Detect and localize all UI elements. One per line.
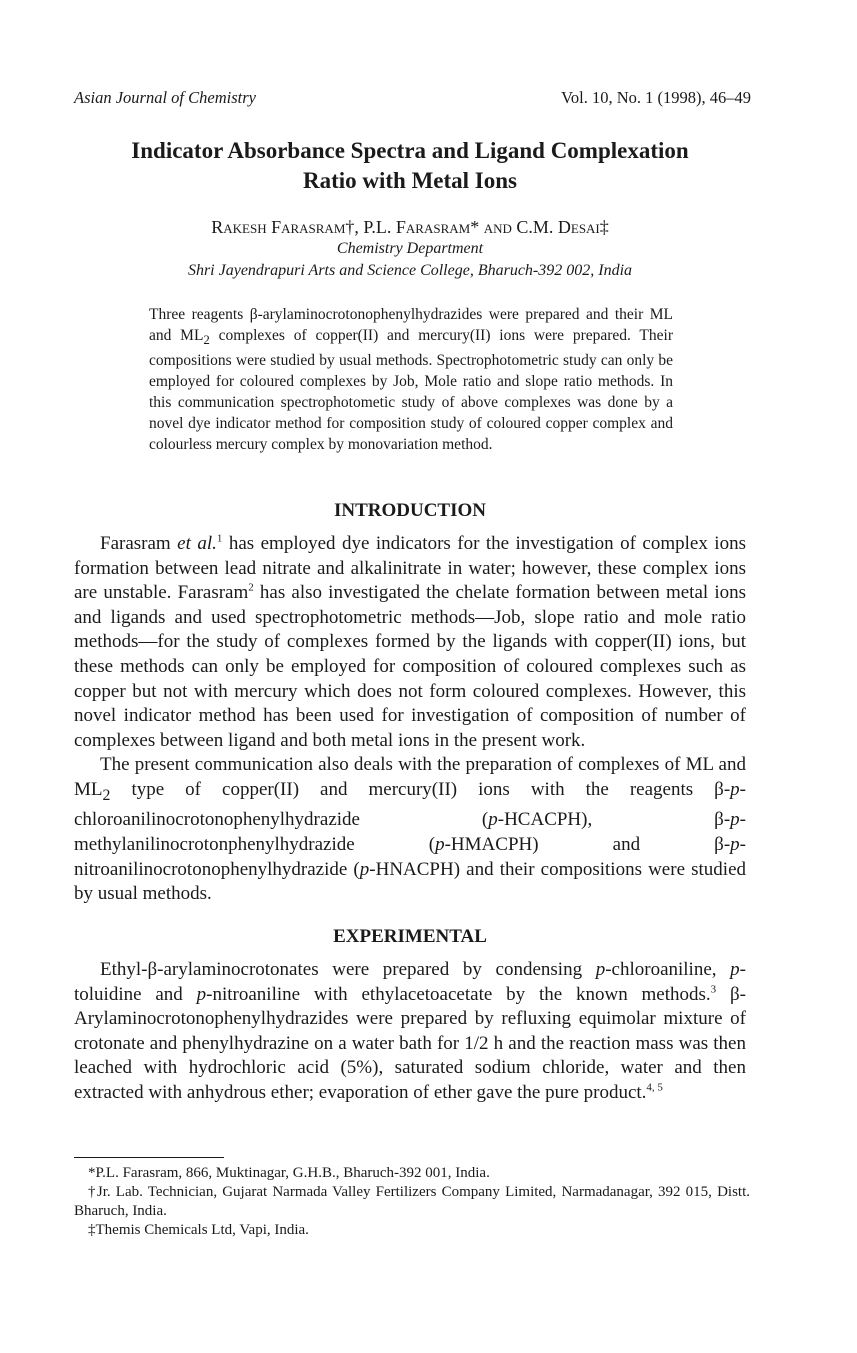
footnotes <box>74 1164 750 1240</box>
abstract <box>149 304 673 455</box>
citation-ref: 1 <box>216 532 223 545</box>
text-run: Farasram <box>100 533 178 554</box>
experimental-body <box>74 958 746 1106</box>
para-prefix: p <box>730 809 740 831</box>
text-run: -chloroanilinocrotonophenylhydrazide ( <box>74 778 746 831</box>
text-run: The present communication also deals with the preparation of complexes of ML and <box>100 754 746 776</box>
para-prefix: p <box>730 833 740 855</box>
institution: Shri Jayendrapuri Arts and Science College, Bharuch-392 002, India <box>187 262 633 279</box>
text-run: β-Arylaminocrotonophenylhydrazides were prepared by refluxing equimolar mixture of crotonate and phenylhydrazine on a water bath for 1/2 h and the reaction mass was then leached with hydrochloric acid (5%), saturated sodium chloride, water and then extracted with anhydrous ether; evaporation of ether gave the pure product. <box>74 983 746 1103</box>
para-prefix: p <box>730 959 740 980</box>
para-prefix: p <box>196 983 207 1005</box>
intro-paragraph-1 <box>74 532 746 753</box>
introduction-heading: INTRODUCTION <box>333 500 487 521</box>
author-block <box>80 216 740 282</box>
text-run: -nitroanilinocrotonophenylhydrazide ( <box>74 833 746 880</box>
text-run: -methylanilinocrotonphenylhydrazide ( <box>74 809 746 855</box>
journal-name: Asian Journal of Chemistry <box>74 88 256 107</box>
text-run: Ethyl-β-arylaminocrotonates were prepared by condensing <box>100 959 596 980</box>
citation-ref: 4, 5 <box>646 1081 663 1094</box>
ml2-subscript: 2 <box>203 332 210 348</box>
citation-ref: 3 <box>710 983 717 996</box>
text-run: -HNACPH) and their compositions were studied by usual methods. <box>74 858 747 905</box>
para-prefix: p <box>595 959 606 980</box>
text-run: -HCACPH), β- <box>497 809 731 831</box>
title-line-2: Ratio with Metal Ions <box>302 168 518 193</box>
exp-paragraph-1 <box>74 958 746 1106</box>
title-line-1: Indicator Absorbance Spectra and Ligand Complexation <box>131 138 689 163</box>
ml2-subscript: 2 <box>102 786 111 804</box>
introduction-body <box>74 532 746 907</box>
text-run: -nitroaniline with ethylacetoacetate by the known methods. <box>206 983 711 1005</box>
ml2-base: ML <box>180 327 204 344</box>
abstract-text-1: Three reagents β-arylaminocrotonophenylhydrazides were prepared and their ML and <box>149 306 673 344</box>
volume-info: Vol. 10, No. 1 (1998), 46–49 <box>561 88 751 107</box>
text-run: has also investigated the chelate formation between metal ions and ligands and used spectrophotometric methods—Job, slope ratio and mole ratio methods—for the study of complexes formed by the ligands with copper(II) ions, but these methods can only be employed for composition of coloured complexes such as copper but not with mercury which does not form coloured complexes. However, this novel indicator method has been used for investigation of composition of number of complexes between ligand and both metal ions in the present work. <box>74 582 746 751</box>
citation-ref: 2 <box>248 581 254 594</box>
para-prefix: p <box>359 858 370 880</box>
et-al: et al. <box>177 533 217 554</box>
footnote-divider <box>74 1157 224 1158</box>
text-run: -chloroaniline, <box>605 959 731 980</box>
footnote-2: †Jr. Lab. Technician, Gujarat Narmada Valley Fertilizers Company Limited, Narmadanagar, 392 015, Distt. Bharuch, India. <box>74 1184 750 1219</box>
para-prefix: p <box>730 778 740 800</box>
text-run: -HMACPH) and β- <box>444 833 731 855</box>
author-names: Rakesh Farasram†, P.L. Farasram* and C.M. Desai‡ <box>211 217 609 237</box>
para-prefix: p <box>435 833 445 855</box>
article-title <box>80 136 740 196</box>
text-run: has employed dye indicators for the investigation of complex ions formation between lead nitrate and alkalinitrate in water; however, these complex ions are unstable. Farasram <box>74 533 746 604</box>
ml2-base: ML <box>74 778 103 800</box>
footnote-1: *P.L. Farasram, 866, Muktinagar, G.H.B., Bharuch-392 001, India. <box>88 1165 490 1181</box>
footnote-3: ‡Themis Chemicals Ltd, Vapi, India. <box>88 1222 309 1238</box>
experimental-heading: EXPERIMENTAL <box>333 926 487 947</box>
para-prefix: p <box>488 809 498 831</box>
running-header <box>74 88 751 108</box>
department: Chemistry Department <box>336 240 484 257</box>
text-run: type of copper(II) and mercury(II) ions with the reagents β- <box>110 778 731 800</box>
text-run: -toluidine and <box>74 959 746 1005</box>
abstract-text-2: complexes of copper(II) and mercury(II) ions were prepared. Their compositions were studied by usual methods. Spectrophotometric study can only be employed for coloured complexes by Job, Mole ratio and slope ratio methods. In this communication spectrophotometic study of above complexes was done by a novel dye indicator method for composition study of coloured copper complex and colourless mercury complex by monovariation method. <box>149 327 673 454</box>
intro-paragraph-2 <box>74 753 746 906</box>
